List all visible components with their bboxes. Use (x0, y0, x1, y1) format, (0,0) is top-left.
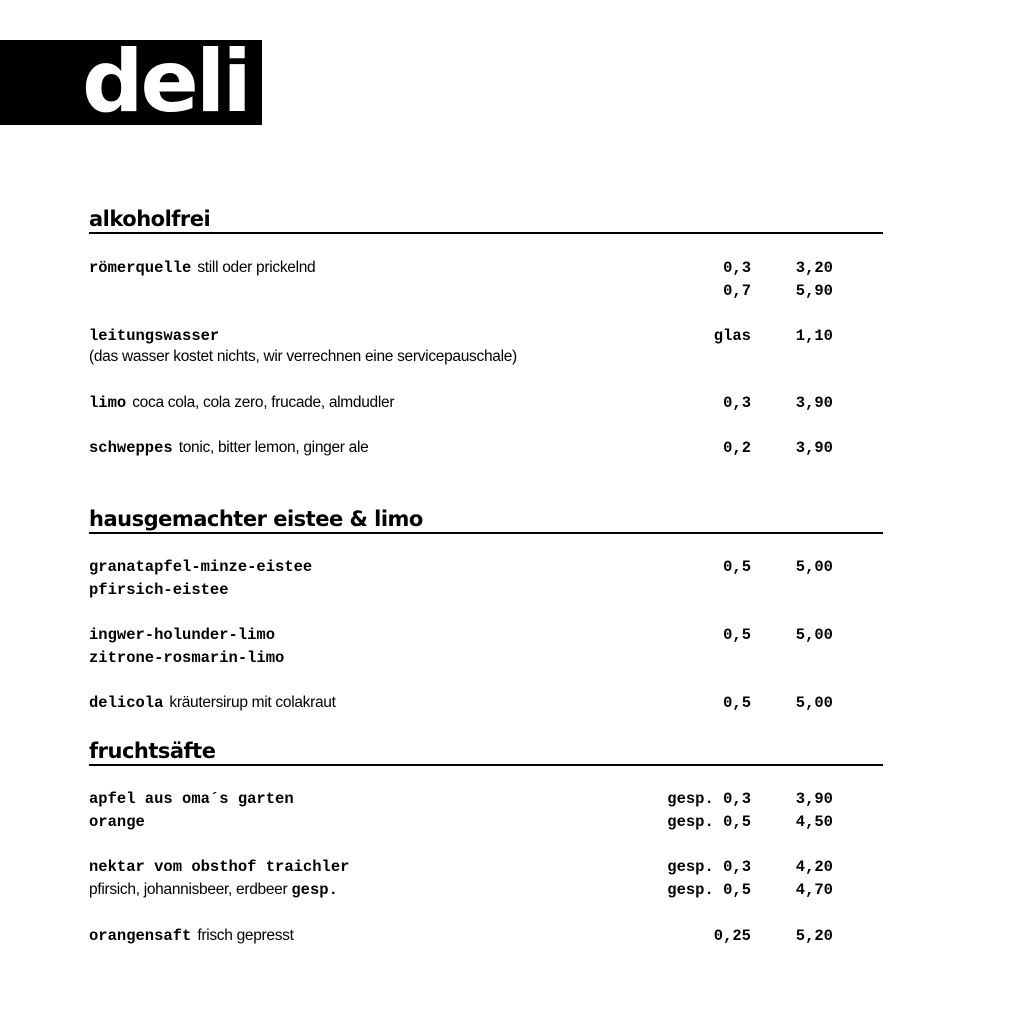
menu-item-roemerquelle (89, 257, 883, 279)
item-name: schweppes (89, 439, 173, 457)
item-name: granatapfel-minze-eistee (89, 558, 313, 576)
item-name: delicola (89, 694, 164, 712)
item-price: 3,90 (795, 394, 833, 412)
item-quantity: gesp. 0,3 (667, 790, 751, 808)
menu-item-nektar (89, 856, 883, 878)
menu-item-granatapfel-eistee (89, 556, 883, 578)
item-quantity: gesp. 0,3 (667, 858, 751, 876)
item-price: 1,10 (795, 327, 833, 345)
item-quantity: 0,2 (723, 439, 751, 457)
menu-item-leitungswasser (89, 325, 883, 347)
item-price: 4,50 (795, 813, 833, 831)
item-price: 3,90 (795, 790, 833, 808)
item-price: 4,70 (795, 881, 833, 899)
item-description: kräutersirup mit colakraut (169, 694, 336, 711)
item-price: 5,00 (795, 626, 833, 644)
item-name: apfel aus oma´s garten (89, 790, 294, 808)
item-name: limo (89, 394, 127, 412)
item-name: ingwer-holunder-limo (89, 626, 276, 644)
menu-item-limo (89, 392, 883, 414)
item-quantity: 0,25 (713, 927, 751, 945)
item-quantity: 0,5 (723, 558, 751, 576)
item-name: orangensaft (89, 927, 192, 945)
menu-item-nektar-sorten (89, 879, 883, 901)
deli-logo: deli (0, 40, 262, 125)
item-quantity: 0,7 (723, 282, 751, 300)
menu-item-delicola (89, 692, 883, 714)
item-description: coca cola, cola zero, frucade, almdudler (132, 394, 395, 411)
item-price: 5,90 (795, 282, 833, 300)
item-quantity: glas (713, 327, 751, 345)
item-name: pfirsich-eistee (89, 581, 229, 599)
section-hausgemachter-eistee-limo (89, 506, 883, 712)
item-price: 5,00 (795, 558, 833, 576)
item-price: 3,20 (795, 259, 833, 277)
menu-item-note (89, 346, 883, 368)
item-price: 3,90 (795, 439, 833, 457)
item-price: 4,20 (795, 858, 833, 876)
item-quantity: 0,3 (723, 259, 751, 277)
section-alkoholfrei (89, 206, 883, 457)
menu-item-orange (89, 811, 883, 833)
menu-item-roemerquelle-large (89, 280, 883, 302)
menu-item-orangensaft (89, 925, 883, 947)
item-description: still oder prickelnd (197, 259, 316, 276)
item-name: römerquelle (89, 259, 192, 277)
menu-item-zitrone-limo (89, 647, 883, 669)
item-name: orange (89, 813, 145, 831)
item-note: (das wasser kostet nichts, wir verrechnen eine servicepauschale) (89, 348, 517, 365)
item-price: 5,20 (795, 927, 833, 945)
item-name: nektar vom obsthof traichler (89, 858, 350, 876)
item-quantity: 0,5 (723, 626, 751, 644)
item-quantity: gesp. 0,5 (667, 813, 751, 831)
menu-item-schweppes (89, 437, 883, 459)
item-price: 5,00 (795, 694, 833, 712)
item-description: frisch gepresst (197, 927, 294, 944)
item-quantity: 0,5 (723, 694, 751, 712)
item-name: leitungswasser (89, 327, 220, 345)
section-title: hausgemachter eistee & limo (89, 506, 883, 534)
item-name: zitrone-rosmarin-limo (89, 649, 285, 667)
item-quantity: gesp. 0,5 (667, 881, 751, 899)
item-description: tonic, bitter lemon, ginger ale (178, 439, 369, 456)
menu-item-ingwer-limo (89, 624, 883, 646)
section-title: alkoholfrei (89, 206, 883, 234)
section-fruchtsaefte (89, 738, 883, 945)
section-title: fruchtsäfte (89, 738, 883, 766)
item-note-suffix: gesp. (291, 881, 338, 899)
menu-item-pfirsich-eistee (89, 579, 883, 601)
item-quantity: 0,3 (723, 394, 751, 412)
item-note: pfirsich, johannisbeer, erdbeer (89, 881, 288, 898)
menu-item-apfel (89, 788, 883, 810)
